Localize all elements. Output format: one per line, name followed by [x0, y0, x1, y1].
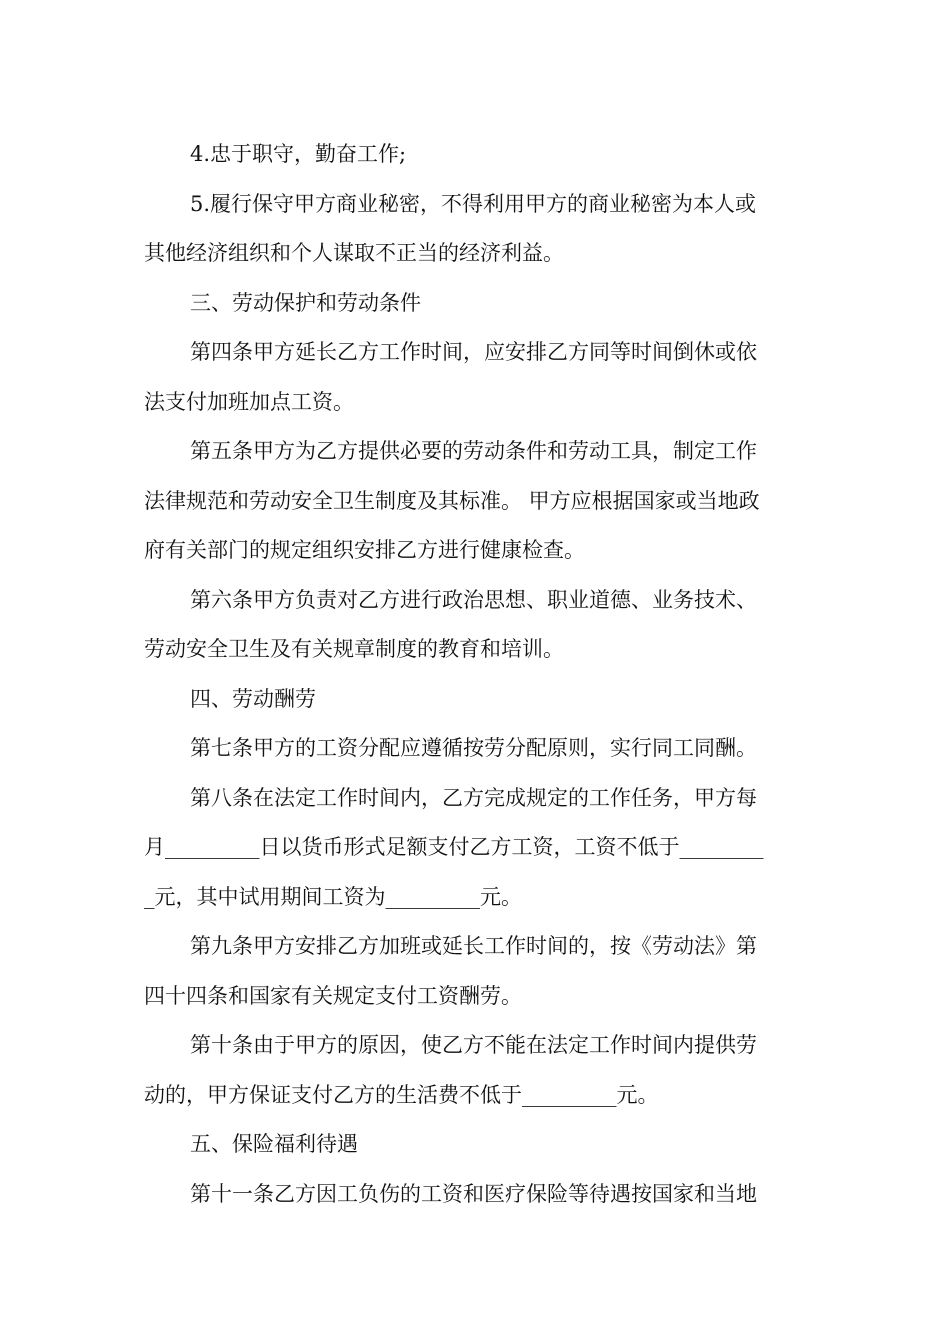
text-line: 动的，甲方保证支付乙方的生活费不低于_________元。: [144, 1082, 659, 1107]
text-line: 法支付加班加点工资。: [144, 389, 354, 414]
document-body: [144, 130, 810, 1219]
text-line: 第九条甲方安排乙方加班或延长工作时间的，按《劳动法》第: [190, 934, 757, 958]
text-line: 第十一条乙方因工负伤的工资和医疗保险等待遇按国家和当地: [190, 1181, 757, 1206]
text-line: 劳动安全卫生及有关规章制度的教育和培训。: [144, 637, 564, 661]
text-line: _元，其中试用期间工资为_________元。: [144, 884, 522, 909]
text-line: 第四条甲方延长乙方工作时间，应安排乙方同等时间倒休或依: [190, 340, 757, 364]
text-line: 其他经济组织和个人谋取不正当的经济利益。: [144, 241, 564, 265]
text-line: 月_________日以货币形式足额支付乙方工资，工资不低于________: [144, 835, 764, 859]
text-line: 第七条甲方的工资分配应遵循按劳分配原则，实行同工同酬。: [190, 736, 757, 760]
section-heading: 四、劳动酬劳: [190, 686, 316, 711]
text-line: 法律规范和劳动安全卫生制度及其标准。 甲方应根据国家或当地政: [144, 488, 760, 513]
text-line: 第六条甲方负责对乙方进行政治思想、职业道德、业务技术、: [190, 587, 757, 612]
text-line: 5.履行保守甲方商业秘密，不得利用甲方的商业秘密为本人或: [190, 191, 757, 216]
text-line: 第八条在法定工作时间内，乙方完成规定的工作任务，甲方每: [190, 785, 757, 810]
text-line: 第十条由于甲方的原因，使乙方不能在法定工作时间内提供劳: [190, 1033, 757, 1057]
text-line: 4.忠于职守，勤奋工作;: [190, 142, 407, 166]
section-heading: 三、劳动保护和劳动条件: [190, 290, 421, 315]
text-line: 四十四条和国家有关规定支付工资酬劳。: [144, 983, 522, 1008]
text-line: 府有关部门的规定组织安排乙方进行健康检查。: [144, 538, 585, 562]
text-line: 第五条甲方为乙方提供必要的劳动条件和劳动工具，制定工作: [190, 439, 757, 463]
section-heading: 五、保险福利待遇: [190, 1132, 358, 1156]
